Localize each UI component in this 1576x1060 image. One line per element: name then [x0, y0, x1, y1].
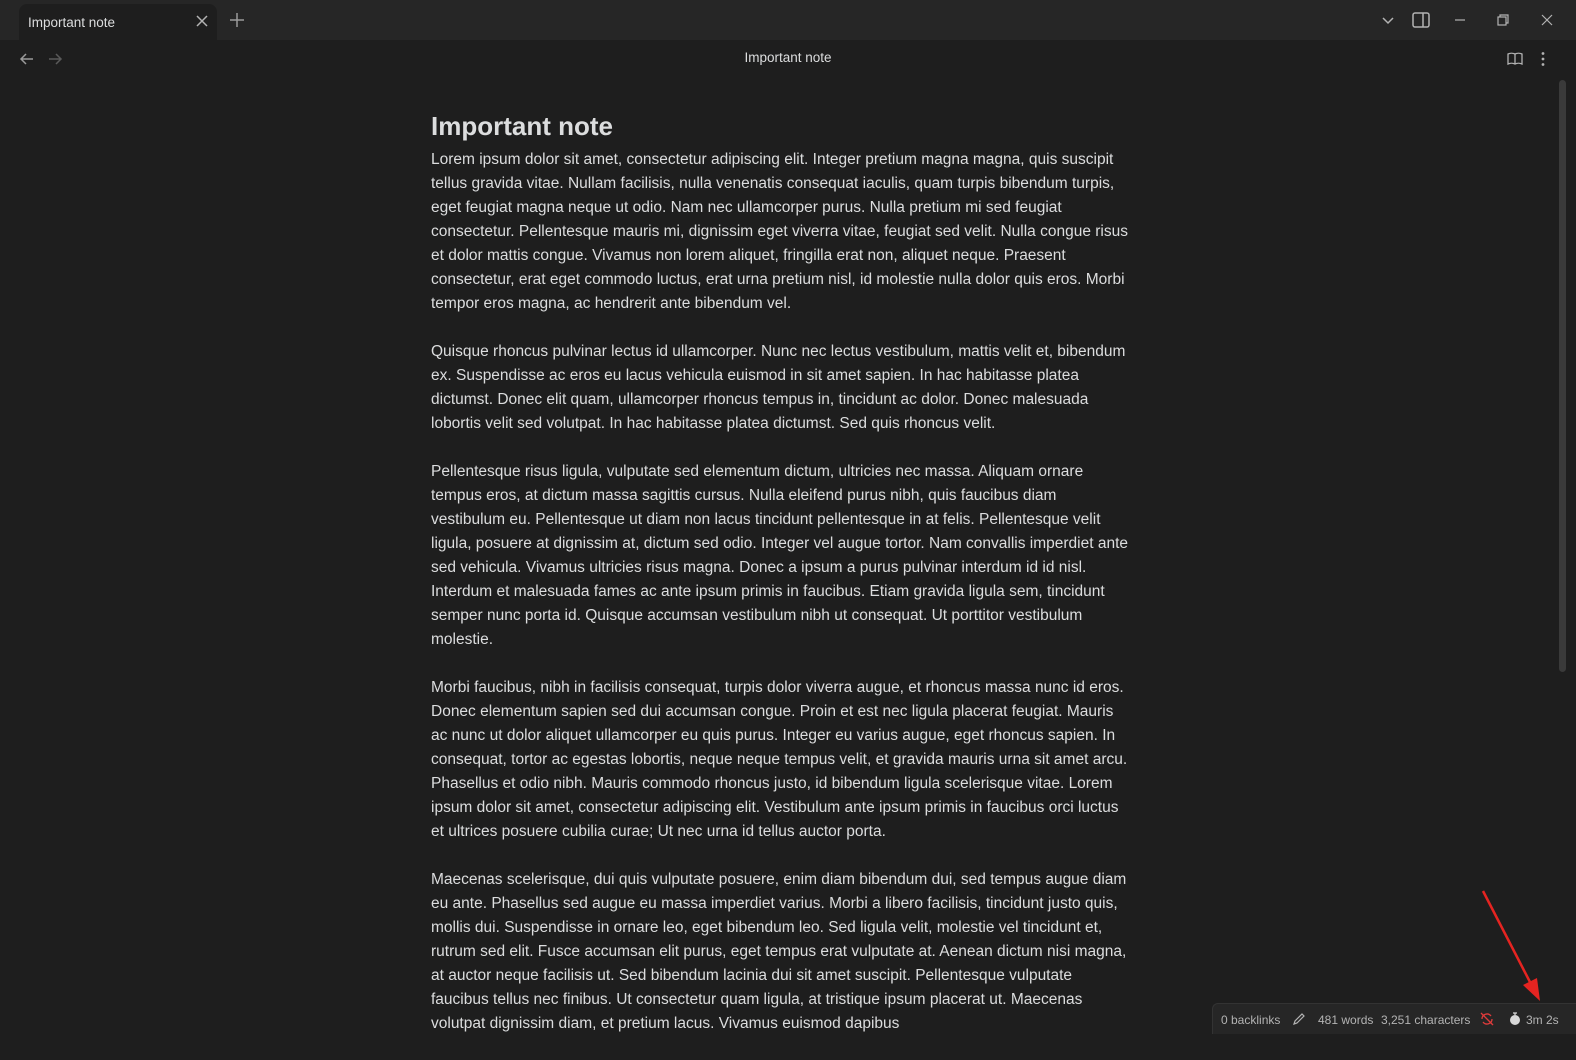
note-editor[interactable]: [431, 108, 1131, 1060]
view-title[interactable]: Important note: [744, 50, 832, 65]
timer-icon[interactable]: [1507, 1011, 1523, 1027]
character-count: 3,251 characters: [1381, 1013, 1471, 1027]
restore-icon[interactable]: [1493, 10, 1513, 30]
chevron-down-icon[interactable]: [1378, 10, 1398, 30]
status-bar: [1212, 1003, 1576, 1034]
paragraph[interactable]: Quisque rhoncus pulvinar lectus id ullamcorper. Nunc nec lectus vestibulum, mattis velit et, bibendum ex. Suspendisse ac eros eu lacus vehicula euismod in sit amet sapien. In hac habitasse platea dictumst. Donec elit quam, ullamcorper rhoncus tempus in, tincidunt ac dolor. Donec malesuada lobortis velit sed volutpat. In hac habitasse platea dictumst. Sed quis rhoncus velit.: [431, 343, 1126, 432]
paragraph[interactable]: Pellentesque risus ligula, vulputate sed elementum dictum, ultricies nec massa. Aliquam ornare tempus eros, at dictum massa sagittis cursus. Nulla eleifend purus nibh, quis faucibus diam vestibulum eu. Pellentesque ut diam non lacus tincidunt pellentesque in at felis. Pellentesque velit ligula, posuere at dignissim at, dictum sed odio. Integer vel augue tortor. Nam convallis imperdiet ante sed vehicula. Vivamus ultricies risus magna. Donec a ipsum a purus pulvinar interdum id id nisl. Interdum et malesuada fames ac ante ipsum primis in faucibus. Etiam gravida ligula sem, tincidunt semper nunc porta id. Quisque accumsan vestibulum nibh ut consequat. Ut porttitor vestibulum molestie.: [431, 463, 1129, 648]
window-close-icon[interactable]: [1537, 10, 1557, 30]
backlinks-count[interactable]: 0 backlinks: [1221, 1013, 1281, 1027]
sidebar-toggle-icon[interactable]: [1411, 10, 1431, 30]
minimize-icon[interactable]: [1450, 10, 1470, 30]
tab-important-note[interactable]: [19, 4, 217, 40]
new-tab-plus-icon[interactable]: [228, 11, 246, 29]
reading-mode-book-icon[interactable]: [1506, 50, 1524, 68]
timer-value: 3m 2s: [1526, 1013, 1559, 1027]
note-title[interactable]: Important note: [431, 111, 613, 141]
sync-disabled-icon[interactable]: [1479, 1011, 1495, 1027]
close-icon[interactable]: [193, 12, 211, 30]
paragraph[interactable]: Morbi faucibus, nibh in facilisis consequat, turpis dolor viverra augue, et rhoncus massa nunc id eros. Donec elementum sapien sed dui accumsan congue. Proin et est nec ligula placerat feugiat. Mauris ac nunc ut dolor aliquet ullamcorper eu quis purus. Integer eu varius augue, eget rhoncus sapien. In consequat, tortor ac egestas lobortis, neque neque tempus velit, et gravida mauris urna sit amet arcu. Phasellus et odio nibh. Mauris commodo rhoncus justo, id bibendum ligula scelerisque vitae. Lorem ipsum dolor sit amet, consectetur adipiscing elit. Vestibulum ante ipsum primis in faucibus orci luctus et ultrices posuere cubilia curae; Ut nec urna id tellus auctor porta.: [431, 679, 1128, 840]
editor-scrollbar[interactable]: [1559, 80, 1566, 672]
paragraph[interactable]: Lorem ipsum dolor sit amet, consectetur adipiscing elit. Integer pretium magna magna, quis suscipit tellus gravida vitae. Nullam facilisis, nulla venenatis consequat iaculis, quam turpis bibendum turpis, eget feugiat magna neque ut odio. Nam nec ullamcorper purus. Nulla pretium mi sed feugiat consectetur. Pellentesque mauris mi, dignissim eget viverra vitae, feugiat sed velit. Nulla congue risus et dolor mattis congue. Vivamus non lorem aliquet, fringilla erat non, aliquet neque. Praesent consectetur, erat eget commodo luctus, erat urna pretium nisl, id molestie nulla dolor quis eros. Morbi tempor eros magna, ac hendrerit ante bibendum vel.: [431, 151, 1128, 312]
title-bar: [0, 0, 1576, 40]
view-header: [0, 40, 1576, 78]
paragraph[interactable]: Maecenas scelerisque, dui quis vulputate posuere, enim diam bibendum dui, sed tempus augue diam eu ante. Phasellus sed augue eu massa imperdiet varius. Morbi a libero facilisis, tincidunt justo quis, mollis dui. Suspendisse in ornare leo, eget bibendum leo. Sed ligula velit, molestie vel tincidunt et, rutrum sed elit. Fusce accumsan elit purus, eget tempus erat vulputate at. Aenean dictum nisi magna, at auctor neque facilisis ut. Sed bibendum lacinia dui sit amet suscipit. Pellentesque vulputate faucibus tellus nec finibus. Ut consectetur quam ligula, at tristique ipsum placerat ut. Maecenas volutpat dignissim diam, et pretium lacus. Vivamus euismod dapibus: [431, 871, 1127, 1032]
tab-label: Important note: [28, 15, 116, 30]
more-options-icon[interactable]: [1534, 50, 1552, 68]
word-count: 481 words: [1318, 1013, 1374, 1027]
pencil-icon[interactable]: [1291, 1011, 1307, 1027]
